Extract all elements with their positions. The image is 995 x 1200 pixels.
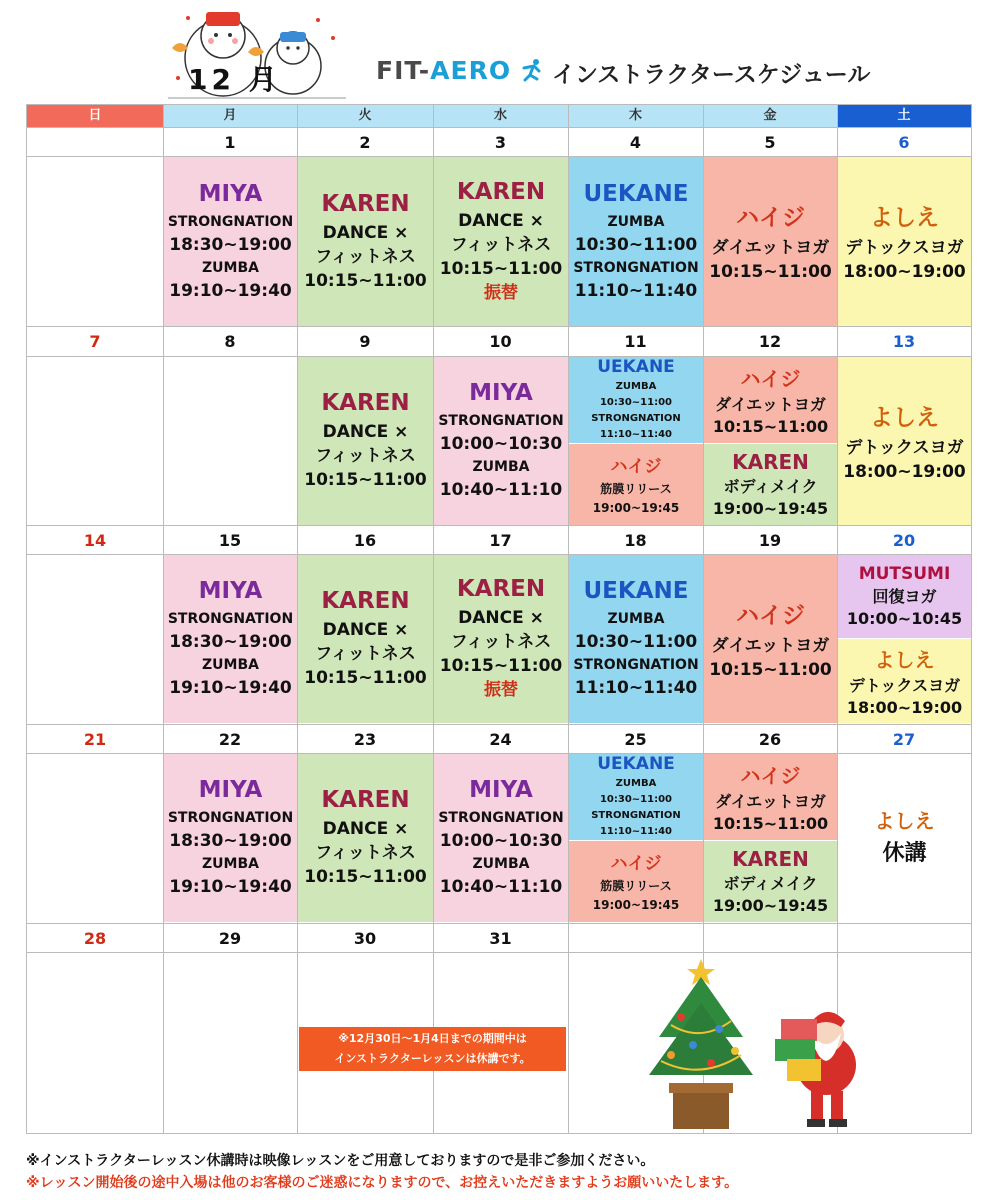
class-karen-body-dec12: KAREN ボディメイク 19:00~19:45	[704, 444, 837, 525]
date-cell: 5	[764, 133, 776, 152]
weekday-fri: 金	[703, 105, 837, 127]
date-cell: 12	[758, 332, 782, 351]
date-cell: 28	[83, 929, 107, 948]
month-label: 12 月	[188, 63, 281, 96]
fit-aero-logo	[376, 56, 543, 85]
date-cell: 19	[758, 531, 782, 550]
date-cell: 21	[83, 730, 107, 749]
page-title: インストラクタースケジュール	[552, 62, 871, 88]
grid-line	[568, 105, 569, 1133]
footer-note-video-lessons: ※インストラクターレッスン休講時は映像レッスンをご用意しておりますので是非ご参加ください。	[26, 1153, 655, 1169]
class-uekane-dec4: UEKANE ZUMBA 10:30~11:00 STRONGNATION 11:10~11:40	[569, 157, 703, 326]
class-haiji-fascia-dec11: ハイジ 筋膜リリース 19:00~19:45	[569, 444, 703, 525]
class-miya-dec22: MIYA STRONGNATION 18:30~19:00 ZUMBA 19:10~19:40	[164, 754, 297, 922]
class-haiji-fascia-dec25: ハイジ 筋膜リリース 19:00~19:45	[569, 841, 703, 922]
class-haiji-dec26: ハイジ ダイエットヨガ 10:15~11:00	[704, 754, 837, 840]
grid-line	[27, 952, 971, 953]
weekday-mon: 月	[163, 105, 297, 127]
date-cell: 20	[892, 531, 916, 550]
class-uekane-dec11: UEKANE ZUMBA 10:30~11:00 STRONGNATION 11:10~11:40	[569, 357, 703, 443]
class-miya-dec24: MIYA STRONGNATION 10:00~10:30 ZUMBA 10:40~11:10	[434, 754, 568, 922]
date-cell: 13	[892, 332, 916, 351]
class-yoshie-dec13: よしえ デトックスヨガ 18:00~19:00	[838, 357, 971, 525]
date-cell: 14	[83, 531, 107, 550]
class-karen-dec16: KAREN DANCE × フィットネス 10:15~11:00	[298, 555, 433, 723]
class-miya-dec10: MIYA STRONGNATION 10:00~10:30 ZUMBA 10:40~11:10	[434, 357, 568, 525]
date-cell: 27	[892, 730, 916, 749]
grid-line	[27, 156, 971, 157]
date-cell: 23	[353, 730, 377, 749]
logo-fit-text: FIT-	[376, 56, 431, 85]
grid-line	[433, 105, 434, 1133]
class-uekane-dec18: UEKANE ZUMBA 10:30~11:00 STRONGNATION 11:10~11:40	[569, 555, 703, 723]
date-cell: 30	[353, 929, 377, 948]
date-cell: 8	[224, 332, 236, 351]
grid-line	[27, 127, 971, 128]
weekday-sat: 土	[837, 105, 971, 127]
grid-line	[297, 105, 298, 1133]
weekday-sun: 日	[27, 105, 163, 127]
grid-line	[27, 554, 971, 555]
date-cell: 24	[489, 730, 512, 749]
date-cell: 1	[224, 133, 236, 152]
grid-line	[27, 525, 971, 526]
date-cell: 2	[359, 133, 371, 152]
class-karen-dec3: KAREN DANCE × フィットネス 10:15~11:00 振替	[434, 157, 568, 326]
date-cell: 31	[489, 929, 512, 948]
class-haiji-dec12: ハイジ ダイエットヨガ 10:15~11:00	[704, 357, 837, 443]
date-cell: 4	[629, 133, 642, 152]
class-yoshie-dec6: よしえ デトックスヨガ 18:00~19:00	[838, 157, 971, 326]
class-karen-dec2: KAREN DANCE × フィットネス 10:15~11:00	[298, 157, 433, 326]
date-cell: 26	[758, 730, 782, 749]
date-cell: 10	[489, 332, 512, 351]
date-cell: 15	[218, 531, 242, 550]
date-cell: 17	[489, 531, 512, 550]
runner-icon	[521, 58, 543, 82]
grid-line	[163, 105, 164, 1133]
date-cell: 11	[624, 332, 647, 351]
date-cell: 16	[353, 531, 377, 550]
class-uekane-dec25: UEKANE ZUMBA 10:30~11:00 STRONGNATION 11:10~11:40	[569, 754, 703, 840]
schedule-calendar	[26, 104, 972, 1134]
christmas-tree-santa-illustration	[641, 955, 871, 1135]
weekday-thu: 木	[568, 105, 703, 127]
date-cell: 3	[494, 133, 507, 152]
class-mutsumi-dec20: MUTSUMI 回復ヨガ 10:00~10:45	[838, 555, 971, 638]
date-cell: 29	[218, 929, 242, 948]
class-karen-dec23: KAREN DANCE × フィットネス 10:15~11:00	[298, 754, 433, 922]
class-miya-dec15: MIYA STRONGNATION 18:30~19:00 ZUMBA 19:10~19:40	[164, 555, 297, 723]
date-cell: 9	[359, 332, 371, 351]
date-cell: 18	[624, 531, 647, 550]
weekday-tue: 火	[297, 105, 433, 127]
date-cell: 25	[624, 730, 647, 749]
class-miya-dec1: MIYA STRONGNATION 18:30~19:00 ZUMBA 19:10~19:40	[164, 157, 297, 326]
grid-line	[27, 923, 971, 924]
date-cell: 7	[89, 332, 101, 351]
logo-aero-text: AERO	[430, 56, 512, 85]
class-karen-body-dec26: KAREN ボディメイク 19:00~19:45	[704, 841, 837, 922]
header	[0, 0, 995, 102]
grid-line	[27, 326, 971, 327]
class-haiji-dec19: ハイジ ダイエットヨガ 10:15~11:00	[704, 555, 837, 723]
weekday-wed: 水	[433, 105, 568, 127]
class-yoshie-dec20: よしえ デトックスヨガ 18:00~19:00	[838, 639, 971, 723]
class-karen-dec9: KAREN DANCE × フィットネス 10:15~11:00	[298, 357, 433, 525]
grid-line	[27, 753, 971, 754]
class-yoshie-off-dec27: よしえ 休講	[874, 809, 935, 866]
holiday-notice: ※12月30日～1月4日までの期間中は インストラクターレッスンは休講です。	[299, 1027, 566, 1071]
footer-note-late-entry: ※レッスン開始後の途中入場は他のお客様のご迷惑になりますので、お控えいただきますようお願いいたします。	[26, 1175, 739, 1191]
class-haiji-dec5: ハイジ ダイエットヨガ 10:15~11:00	[704, 157, 837, 326]
class-karen-dec17: KAREN DANCE × フィットネス 10:15~11:00 振替	[434, 555, 568, 723]
grid-line	[27, 356, 971, 357]
grid-line	[27, 724, 971, 725]
date-cell: 6	[898, 133, 910, 152]
date-cell	[27, 128, 163, 156]
date-cell: 22	[218, 730, 242, 749]
